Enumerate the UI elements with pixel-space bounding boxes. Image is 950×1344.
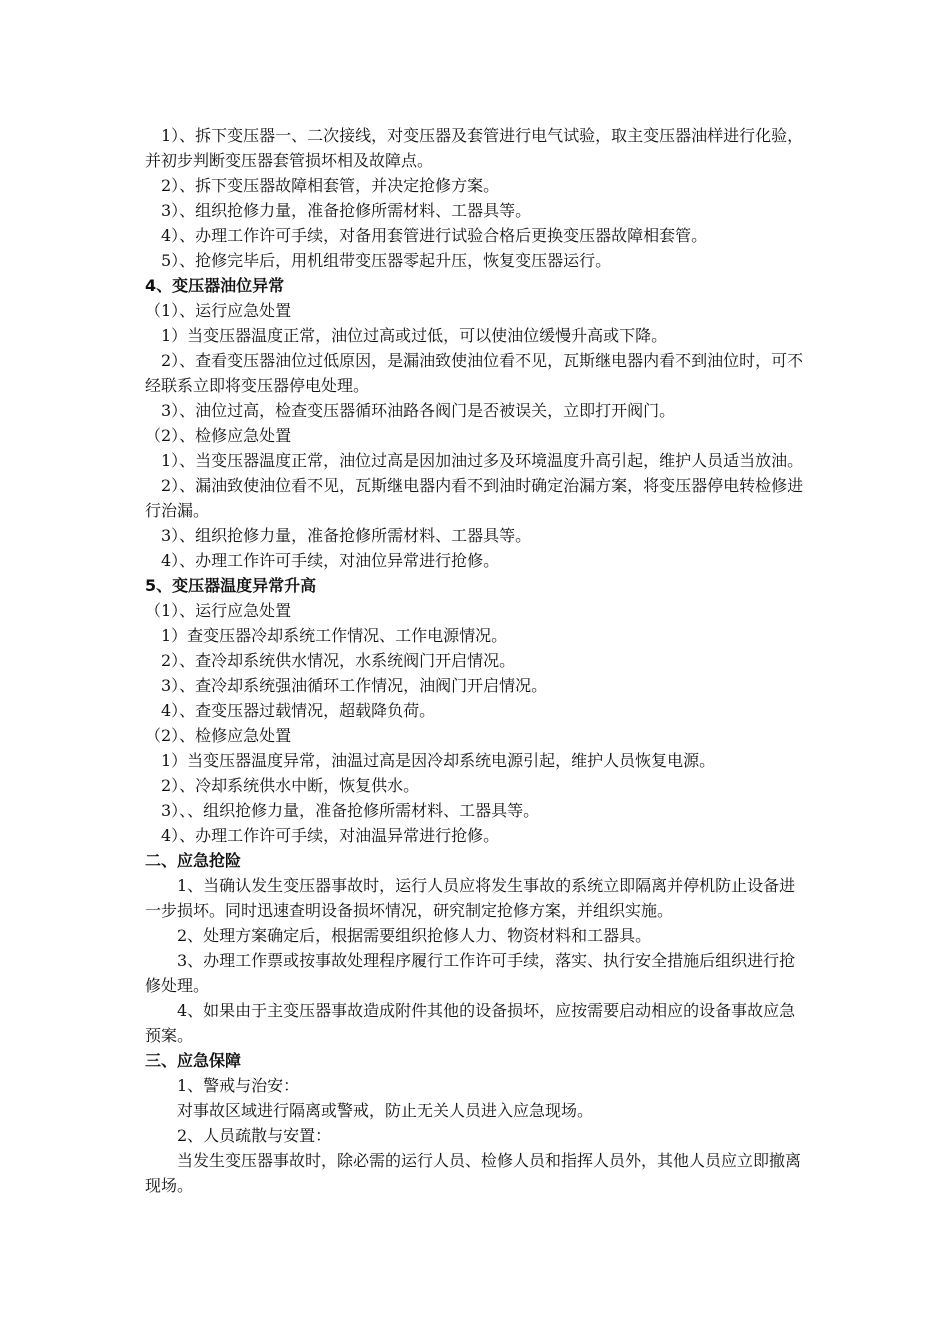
paragraph: （1）、运行应急处置 <box>145 301 292 320</box>
paragraph: 3）、、组织抢修力量，准备抢修所需材料、工器具等。 <box>161 801 540 820</box>
paragraph: 2）、拆下变压器故障相套管，并决定抢修方案。 <box>161 176 500 195</box>
paragraph: 1、当确认发生变压器事故时，运行人员应将发生事故的系统立即隔离并停机防止设备进一步损坏。同时迅速查明设备损坏情况，研究制定抢修方案，并组织实施。 <box>145 876 796 920</box>
paragraph: 2、人员疏散与安置： <box>177 1126 332 1145</box>
paragraph: 1）、拆下变压器一、二次接线，对变压器及套管进行电气试验，取主变压器油样进行化验，并初步判断变压器套管损坏相及故障点。 <box>145 126 804 170</box>
paragraph: 1）当变压器温度正常，油位过高或过低，可以使油位缓慢升高或下降。 <box>161 326 668 345</box>
paragraph: 4）、办理工作许可手续，对备用套管进行试验合格后更换变压器故障相套管。 <box>161 226 708 245</box>
paragraph: 5）、抢修完毕后，用机组带变压器零起升压，恢复变压器运行。 <box>161 251 612 270</box>
paragraph: （2）、检修应急处置 <box>145 426 292 445</box>
paragraph: 4）、办理工作许可手续，对油温异常进行抢修。 <box>161 826 500 845</box>
section-heading: 三、应急保障 <box>145 1051 242 1070</box>
paragraph: 对事故区域进行隔离或警戒，防止无关人员进入应急现场。 <box>177 1101 594 1120</box>
paragraph: 2）、冷却系统供水中断，恢复供水。 <box>161 776 420 795</box>
paragraph: 3）、油位过高，检查变压器循环油路各阀门是否被误关，立即打开阀门。 <box>161 401 676 420</box>
paragraph: 3、办理工作票或按事故处理程序履行工作许可手续，落实、执行安全措施后组织进行抢修处理。 <box>145 951 796 995</box>
paragraph: 3）、组织抢修力量，准备抢修所需材料、工器具等。 <box>161 526 532 545</box>
paragraph: 1）、当变压器温度正常，油位过高是因加油过多及环境温度升高引起，维护人员适当放油。 <box>161 451 804 470</box>
document-body <box>145 123 810 1198</box>
paragraph: 2）、查冷却系统供水情况，水系统阀门开启情况。 <box>161 651 516 670</box>
section-heading: 4、变压器油位异常 <box>145 276 285 295</box>
paragraph: （2）、检修应急处置 <box>145 726 292 745</box>
paragraph: 1、警戒与治安： <box>177 1076 300 1095</box>
paragraph: 2、处理方案确定后，根据需要组织抢修人力、物资材料和工器具。 <box>177 926 652 945</box>
paragraph: 2）、查看变压器油位过低原因，是漏油致使油位看不见，瓦斯继电器内看不到油位时，可不经联系立即将变压器停电处理。 <box>145 351 804 395</box>
paragraph: 1）当变压器温度异常，油温过高是因冷却系统电源引起，维护人员恢复电源。 <box>161 751 716 770</box>
paragraph: 4、如果由于主变压器事故造成附件其他的设备损坏，应按需要启动相应的设备事故应急预案。 <box>145 1001 796 1045</box>
paragraph: 1）查变压器冷却系统工作情况、工作电源情况。 <box>161 626 508 645</box>
paragraph: 4）、办理工作许可手续，对油位异常进行抢修。 <box>161 551 500 570</box>
paragraph: 3）、查冷却系统强油循环工作情况，油阀门开启情况。 <box>161 676 548 695</box>
section-heading: 5、变压器温度异常升高 <box>145 576 317 595</box>
paragraph: （1）、运行应急处置 <box>145 601 292 620</box>
paragraph: 4）、查变压器过载情况，超载降负荷。 <box>161 701 436 720</box>
paragraph: 当发生变压器事故时，除必需的运行人员、检修人员和指挥人员外，其他人员应立即撤离现场。 <box>145 1151 802 1195</box>
section-heading: 二、应急抢险 <box>145 851 242 870</box>
paragraph: 2）、漏油致使油位看不见，瓦斯继电器内看不到油时确定治漏方案，将变压器停电转检修进行治漏。 <box>145 476 804 520</box>
paragraph: 3）、组织抢修力量，准备抢修所需材料、工器具等。 <box>161 201 532 220</box>
